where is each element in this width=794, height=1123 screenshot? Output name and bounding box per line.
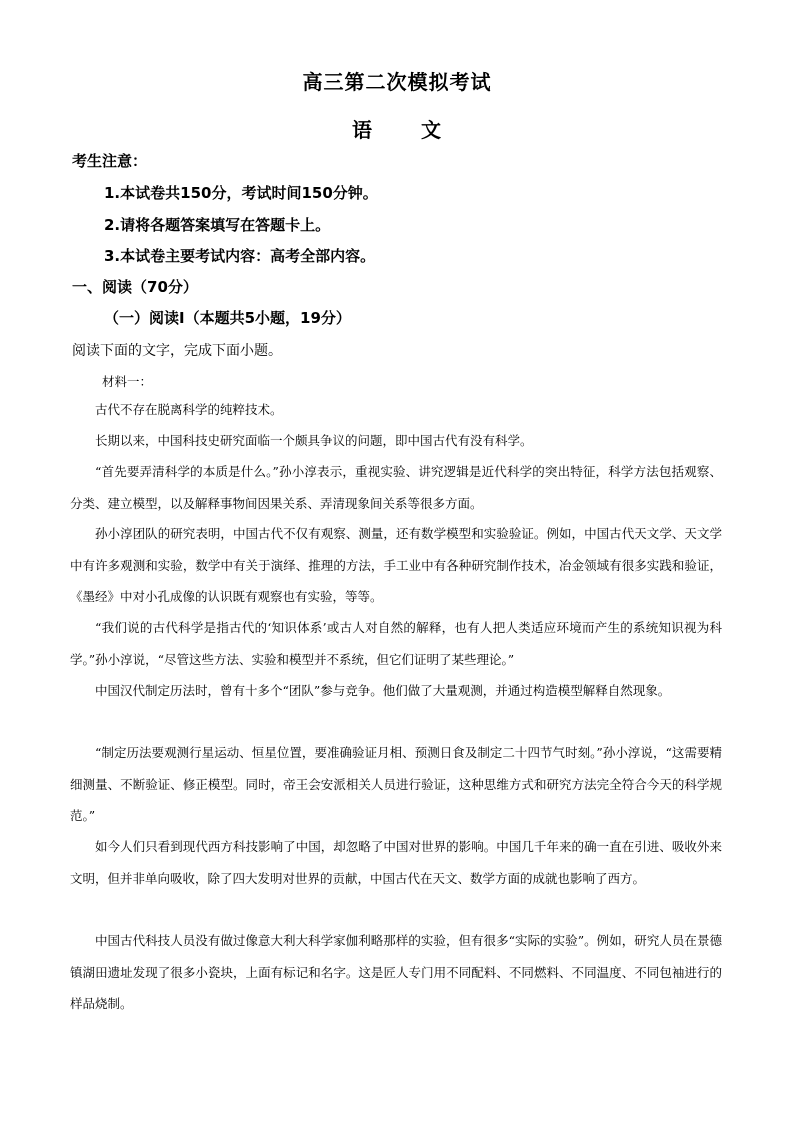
material-paragraph: 长期以来，中国科技史研究面临一个颇具争议的问题，即中国古代有没有科学。 — [95, 433, 533, 448]
material-paragraph: “首先要弄清科学的本质是什么。”孙小淳表示，重视实验、讲究逻辑是近代科学的突出特征，科学方法包括观察、分类、建立模型，以及解释事物间因果关系、弄清现象间关系等很多方面。 — [70, 464, 722, 511]
material-paragraph: 中国古代科技人员没有做过像意大利大科学家伽利略那样的实验，但有很多“实际的实验”。例如，研究人员在景德镇湖田遗址发现了很多小瓷块，上面有标记和名字。这是匠人专门用不同配料、不同燃料、不同温度、不同包袖进行的样品烧制。 — [70, 933, 722, 1011]
notice-item: 2.请将各题答案填写在答题卡上。 — [104, 216, 331, 234]
material-paragraph: 中国汉代制定历法时，曾有十多个“团队”参与竞争。他们做了大量观测，并通过构造模型解释自然现象。 — [95, 683, 671, 698]
notice-item: 1.本试卷共150分，考试时间150分钟。 — [104, 184, 378, 202]
section-title: 一、阅读（70分） — [72, 278, 198, 296]
subject-char-1: 语 — [352, 118, 373, 142]
material-paragraph: “我们说的古代科学是指古代的‘知识体系’或古人对自然的解释，也有人把人类适应环境而产生的系统知识视为科学。”孙小淳说，“尽管这些方法、实验和模型并不系统，但它们证明了某些理论。” — [70, 620, 722, 667]
section-instruction: 阅读下面的文字，完成下面小题。 — [72, 343, 282, 359]
material-label: 材料一： — [102, 374, 153, 389]
exam-title: 高三第二次模拟考试 — [302, 70, 492, 94]
section-subtitle: （一）阅读Ⅰ（本题共5小题，19分） — [104, 309, 351, 327]
subject-char-2: 文 — [421, 118, 442, 142]
material-paragraph: “制定历法要观测行星运动、恒星位置，要准确验证月相、预测日食及制定二十四节气时刻。”孙小淳说，“这需要精细测量、不断验证、修正模型。同时，帝王会安派相关人员进行验证，这种思维方式和研究方法完全符合今天的科学规范。” — [70, 745, 722, 823]
material-paragraph: 如今人们只看到现代西方科技影响了中国，却忽略了中国对世界的影响。中国几千年来的确一直在引进、吸收外来文明，但并非单向吸收，除了四大发明对世界的贡献，中国古代在天文、数学方面的成就也影响了西方。 — [70, 839, 722, 886]
notice-heading: 考生注意： — [72, 152, 148, 170]
material-paragraph: 古代不存在脱离科学的纯粹技术。 — [95, 402, 283, 417]
material-paragraph: 孙小淳团队的研究表明，中国古代不仅有观察、测量，还有数学模型和实验验证。例如，中国古代天文学、天文学中有许多观测和实验，数学中有关于演绎、推理的方法，手工业中有各种研究制作技术，冶金领域有很多实践和验证，《墨经》中对小孔成像的认识既有观察也有实验，等等。 — [70, 526, 722, 604]
subject-title — [0, 114, 794, 143]
notice-item: 3.本试卷主要考试内容：高考全部内容。 — [104, 247, 376, 265]
